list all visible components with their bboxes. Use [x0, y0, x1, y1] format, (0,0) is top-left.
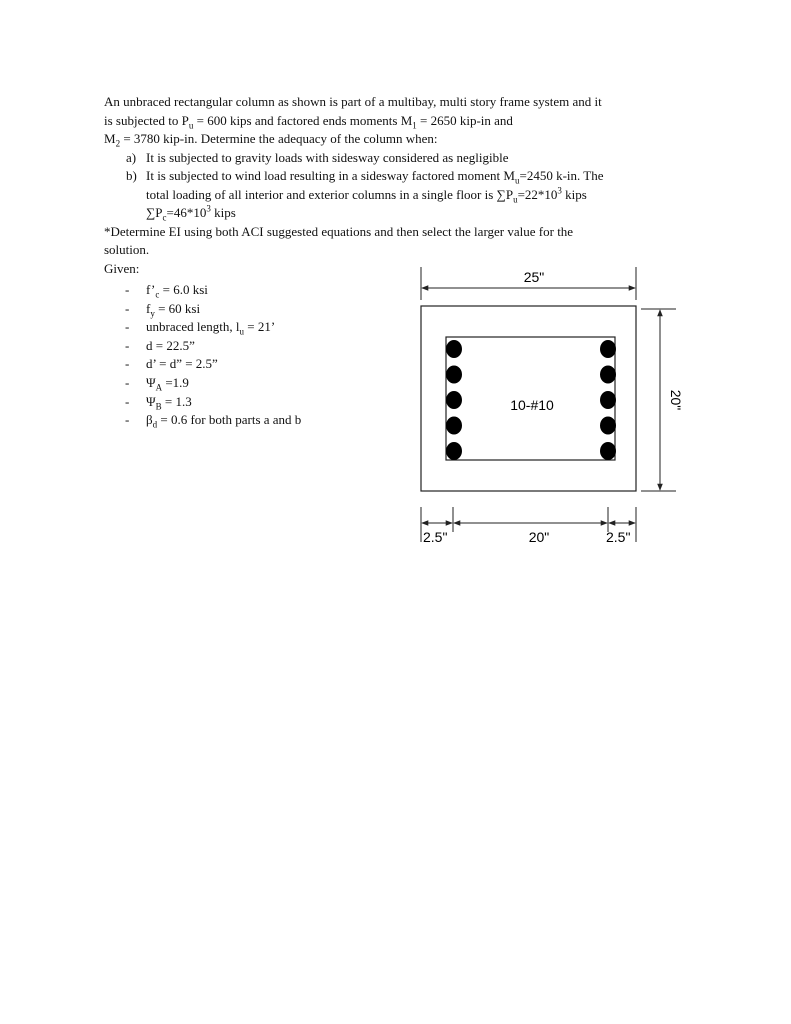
rebar-dot	[600, 340, 616, 358]
given-item: - d = 22.5”	[125, 337, 195, 353]
bottom-dim-mid-label: 20"	[528, 529, 550, 545]
column-section-figure	[412, 262, 682, 552]
given-list	[104, 281, 404, 430]
note-line-2: solution.	[104, 242, 150, 257]
case-a: a) It is subjected to gravity loads with sidesway considered as negligible	[126, 149, 509, 165]
rebar-dot	[446, 340, 462, 358]
case-b: b) It is subjected to wind load resulting in a sidesway factored moment $M_u=2450$ k-in. The total loading of all interior and exterior columns in a single floor is $\sum P_u=22*10^3$ kips $\sum P_c=46*10^3$ kips	[126, 168, 604, 223]
problem-line-3: $M_2 = 3780$ kip-in. Determine the adequacy of the column when:	[104, 131, 438, 149]
given-item: - $\beta_d = 0.6$ for both parts a and b	[125, 412, 302, 430]
rebar-dot	[446, 366, 462, 384]
rebar-dot	[446, 417, 462, 435]
case-list	[104, 149, 664, 223]
given-item: - $\Psi_A =1.9$	[125, 374, 189, 393]
top-dim-label: 25"	[523, 269, 545, 285]
rebar-dot	[600, 366, 616, 384]
rebar-dot	[446, 442, 462, 460]
problem-line-2: is subjected to $P_u = 600$ kips and factored ends moments $M_1 = 2650$ kip-in and	[104, 112, 513, 131]
rebar-dot	[600, 442, 616, 460]
given-item: - d’ = d” = 2.5”	[125, 356, 218, 372]
rebar-label: 10-#10	[510, 397, 554, 413]
given-title: Given:	[104, 260, 140, 276]
note-line-1: *Determine EI using both ACI suggested equations and then select the larger value for the	[104, 223, 574, 239]
rebar-dot	[446, 391, 462, 409]
given-item: - $f’_c = 6.0$ ksi	[125, 282, 208, 300]
problem-line-1: An unbraced rectangular column as shown is part of a multibay, multi story frame system and it	[104, 94, 602, 109]
rebar-dot	[600, 417, 616, 435]
bottom-dim-right-label: 2.5"	[606, 529, 631, 545]
given-item: - $\Psi_B = 1.3$	[125, 393, 192, 412]
bottom-dim-left-label: 2.5"	[423, 529, 448, 545]
problem-statement	[104, 93, 664, 278]
right-dim-label: 20"	[668, 389, 684, 411]
rebar-dot	[600, 391, 616, 409]
given-item: - $f_y = 60$ ksi	[125, 300, 201, 319]
given-item: - unbraced length, $l_u = 21$’	[125, 319, 276, 337]
